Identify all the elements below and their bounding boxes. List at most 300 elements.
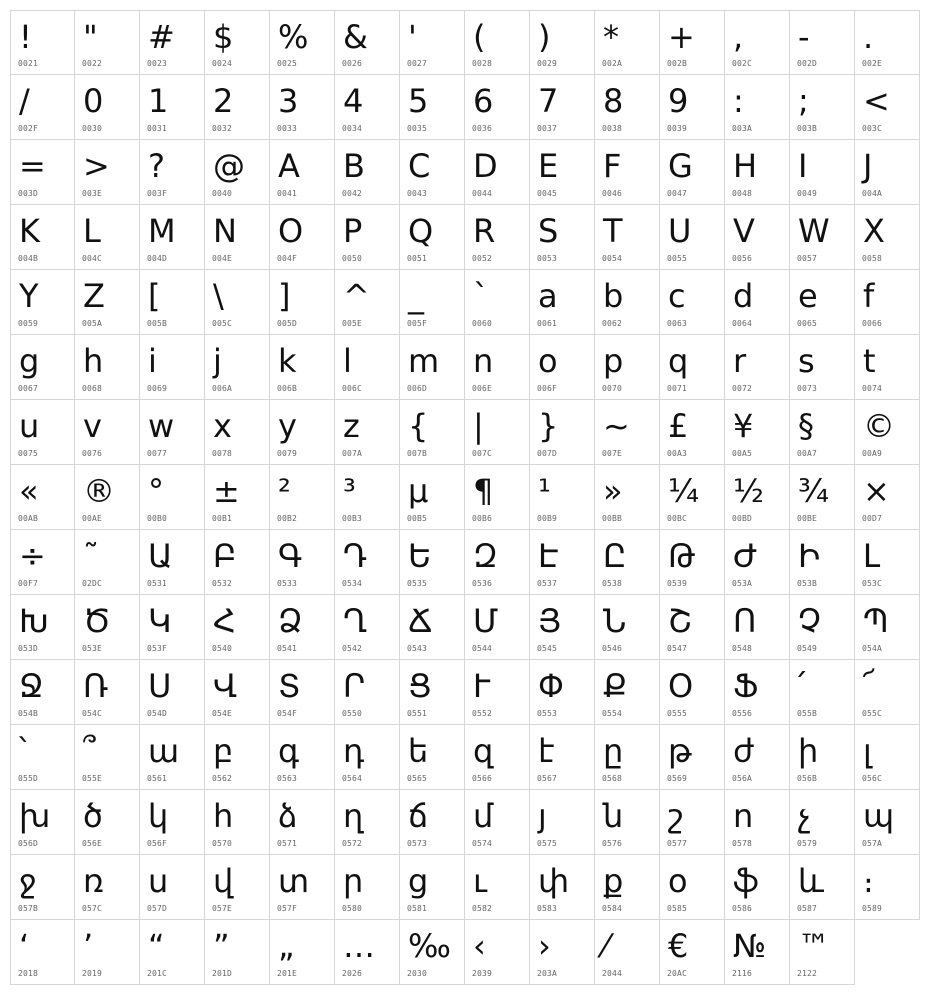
glyph-code-label: 0063 (667, 319, 688, 328)
glyph-code-label: 0023 (147, 59, 168, 68)
glyph-code-label: 055C (862, 709, 883, 718)
glyph-cell (335, 400, 400, 465)
glyph-cell (855, 400, 920, 465)
glyph-char: : (733, 82, 744, 120)
glyph-char: է (538, 732, 555, 770)
glyph-char: k (278, 342, 297, 380)
glyph-cell (400, 660, 465, 725)
glyph-cell (270, 530, 335, 595)
glyph-code-label: 0577 (667, 839, 688, 848)
glyph-code-label: 053C (862, 579, 883, 588)
glyph-cell (10, 530, 75, 595)
glyph-code-label: 00AB (18, 514, 39, 523)
glyph-cell (465, 270, 530, 335)
glyph-cell (75, 10, 140, 75)
glyph-char: P (343, 212, 363, 250)
glyph-code-label: 0045 (537, 189, 558, 198)
glyph-char: J (863, 147, 873, 185)
glyph-cell (660, 400, 725, 465)
glyph-code-label: 057A (862, 839, 883, 848)
glyph-char: Ք (603, 667, 628, 705)
glyph-char: ½ (733, 472, 765, 510)
glyph-char: D (473, 147, 498, 185)
glyph-cell (595, 270, 660, 335)
glyph-cell (725, 530, 790, 595)
glyph-cell (205, 465, 270, 530)
glyph-char: ² (278, 472, 291, 510)
glyph-code-label: 0585 (667, 904, 688, 913)
glyph-cell (725, 10, 790, 75)
glyph-char: ր (343, 862, 364, 900)
glyph-char: ‰ (408, 927, 451, 965)
glyph-code-label: 0545 (537, 644, 558, 653)
glyph-char: v (83, 407, 102, 445)
glyph-cell (75, 205, 140, 270)
glyph-char: [ (148, 277, 161, 315)
glyph-code-label: 004F (277, 254, 298, 263)
glyph-char: W (798, 212, 830, 250)
glyph-code-label: 0043 (407, 189, 428, 198)
glyph-code-label: 0039 (667, 124, 688, 133)
glyph-code-label: 053B (797, 579, 818, 588)
glyph-char: կ (148, 797, 169, 835)
glyph-code-label: 00B2 (277, 514, 298, 523)
glyph-code-label: 0066 (862, 319, 883, 328)
glyph-char: թ (668, 732, 692, 770)
glyph-char: h (83, 342, 104, 380)
glyph-char: w (148, 407, 175, 445)
glyph-code-label: 0571 (277, 839, 298, 848)
glyph-cell (530, 75, 595, 140)
glyph-char: 0 (83, 82, 104, 120)
glyph-cell (530, 270, 595, 335)
glyph-char: e (798, 277, 818, 315)
glyph-code-label: 054C (82, 709, 103, 718)
glyph-cell (400, 75, 465, 140)
glyph-code-label: 0580 (342, 904, 363, 913)
glyph-char: 2 (213, 82, 234, 120)
glyph-code-label: 00F7 (18, 579, 39, 588)
glyph-cell (530, 595, 595, 660)
glyph-char: ժ (733, 732, 755, 770)
glyph-char: Ձ (278, 602, 303, 640)
glyph-code-label: 0070 (602, 384, 623, 393)
glyph-char: ~ (603, 407, 630, 445)
glyph-code-label: 0570 (212, 839, 233, 848)
glyph-char: ռ (83, 862, 104, 900)
glyph-cell (855, 75, 920, 140)
glyph-cell (400, 855, 465, 920)
glyph-code-label: 003B (797, 124, 818, 133)
glyph-code-label: 00BB (602, 514, 623, 523)
glyph-code-label: 2019 (82, 969, 103, 978)
glyph-code-label: 2116 (732, 969, 753, 978)
glyph-cell (790, 140, 855, 205)
glyph-code-label: 0589 (862, 904, 883, 913)
glyph-code-label: 201D (212, 969, 233, 978)
glyph-code-label: 0038 (602, 124, 623, 133)
glyph-char: ՝ (19, 732, 27, 770)
glyph-char: Ւ (473, 667, 491, 705)
glyph-char: վ (213, 862, 234, 900)
glyph-cell (530, 400, 595, 465)
glyph-char: չ (798, 797, 811, 835)
glyph-char: լ (863, 732, 872, 770)
glyph-code-label: 203A (537, 969, 558, 978)
glyph-char: Թ (668, 537, 696, 575)
glyph-code-label: 0067 (18, 384, 39, 393)
glyph-code-label: 0544 (472, 644, 493, 653)
glyph-cell (595, 530, 660, 595)
glyph-cell (140, 855, 205, 920)
glyph-cell (595, 140, 660, 205)
glyph-char: ^ (343, 277, 370, 315)
glyph-code-label: 0565 (407, 774, 428, 783)
glyph-code-label: 0582 (472, 904, 493, 913)
glyph-cell (660, 530, 725, 595)
glyph-char: > (83, 147, 110, 185)
glyph-char: g (19, 342, 40, 380)
glyph-cell (10, 140, 75, 205)
glyph-char: _ (408, 277, 424, 315)
glyph-cell (270, 335, 335, 400)
glyph-code-label: 003E (82, 189, 103, 198)
glyph-cell (725, 920, 790, 985)
glyph-char: Ց (408, 667, 432, 705)
glyph-code-label: 056A (732, 774, 753, 783)
glyph-code-label: 0076 (82, 449, 103, 458)
glyph-code-label: 0554 (602, 709, 623, 718)
glyph-cell (790, 920, 855, 985)
glyph-char: f (863, 277, 875, 315)
glyph-char: ® (83, 472, 115, 510)
glyph-cell (10, 595, 75, 660)
glyph-char: c (668, 277, 686, 315)
glyph-cell (205, 205, 270, 270)
glyph-cell (10, 335, 75, 400)
glyph-char: \ (213, 277, 224, 315)
glyph-cell (790, 595, 855, 660)
glyph-code-label: 00A9 (862, 449, 883, 458)
glyph-cell (530, 465, 595, 530)
glyph-code-label: 056E (82, 839, 103, 848)
glyph-char: t (863, 342, 876, 380)
glyph-cell (140, 205, 205, 270)
glyph-char: y (278, 407, 297, 445)
glyph-char: ÷ (19, 537, 46, 575)
glyph-char: 7 (538, 82, 559, 120)
glyph-cell (10, 465, 75, 530)
glyph-code-label: 0542 (342, 644, 363, 653)
glyph-cell (140, 660, 205, 725)
glyph-cell (530, 10, 595, 75)
glyph-code-label: 055E (82, 774, 103, 783)
glyph-code-label: 0541 (277, 644, 298, 653)
glyph-code-label: 0061 (537, 319, 558, 328)
glyph-cell (660, 140, 725, 205)
glyph-code-label: 006E (472, 384, 493, 393)
glyph-cell (75, 855, 140, 920)
glyph-cell (400, 400, 465, 465)
glyph-char: 1 (148, 82, 169, 120)
glyph-cell (270, 205, 335, 270)
glyph-code-label: 201C (147, 969, 168, 978)
glyph-char: Ո (733, 602, 757, 640)
glyph-cell (660, 75, 725, 140)
glyph-code-label: 053E (82, 644, 103, 653)
glyph-char: 6 (473, 82, 494, 120)
glyph-cell (465, 790, 530, 855)
glyph-code-label: 053F (147, 644, 168, 653)
glyph-code-label: 0040 (212, 189, 233, 198)
glyph-char: = (19, 147, 46, 185)
glyph-char: € (668, 927, 689, 965)
glyph-cell (530, 530, 595, 595)
glyph-char: ձ (278, 797, 298, 835)
glyph-code-label: 00B3 (342, 514, 363, 523)
glyph-cell (10, 75, 75, 140)
glyph-code-label: 0531 (147, 579, 168, 588)
glyph-char: Ճ (408, 602, 433, 640)
glyph-cell (595, 660, 660, 725)
glyph-cell (855, 530, 920, 595)
glyph-code-label: 006B (277, 384, 298, 393)
glyph-char: Q (408, 212, 434, 250)
glyph-code-label: 004A (862, 189, 883, 198)
glyph-char: ք (603, 862, 624, 900)
glyph-code-label: 0538 (602, 579, 623, 588)
glyph-cell (270, 595, 335, 660)
glyph-char: s (798, 342, 815, 380)
glyph-code-label: 0069 (147, 384, 168, 393)
glyph-cell (855, 10, 920, 75)
glyph-cell (465, 595, 530, 660)
glyph-code-label: 0536 (472, 579, 493, 588)
glyph-cell (335, 75, 400, 140)
glyph-char: պ (863, 797, 895, 835)
glyph-code-label: 0052 (472, 254, 493, 263)
glyph-cell (660, 270, 725, 335)
glyph-cell (790, 725, 855, 790)
glyph-char: ՛ (798, 667, 806, 705)
glyph-code-label: 005E (342, 319, 363, 328)
glyph-cell (140, 75, 205, 140)
glyph-code-label: 0547 (667, 644, 688, 653)
glyph-cell (140, 790, 205, 855)
glyph-char: › (538, 927, 551, 965)
glyph-char: X (863, 212, 885, 250)
glyph-cell (140, 400, 205, 465)
glyph-cell (595, 400, 660, 465)
glyph-code-label: 0048 (732, 189, 753, 198)
glyph-char: { (408, 407, 429, 445)
glyph-code-label: 0584 (602, 904, 623, 913)
glyph-code-label: 007C (472, 449, 493, 458)
glyph-cell (790, 205, 855, 270)
glyph-cell (10, 400, 75, 465)
glyph-char: Մ (473, 602, 499, 640)
glyph-cell (205, 920, 270, 985)
glyph-code-label: 002A (602, 59, 623, 68)
glyph-char: խ (19, 797, 51, 835)
glyph-char: Ս (148, 667, 172, 705)
glyph-cell (725, 725, 790, 790)
glyph-cell (790, 855, 855, 920)
glyph-char: , (733, 18, 744, 56)
glyph-code-label: 0062 (602, 319, 623, 328)
glyph-cell (400, 920, 465, 985)
glyph-char: ; (798, 82, 809, 120)
glyph-cell (855, 855, 920, 920)
glyph-char: ) (538, 18, 551, 56)
glyph-code-label: 0037 (537, 124, 558, 133)
glyph-char: ո (733, 797, 754, 835)
glyph-code-label: 057B (18, 904, 39, 913)
glyph-cell (530, 855, 595, 920)
glyph-code-label: 002C (732, 59, 753, 68)
glyph-char: o (538, 342, 558, 380)
glyph-char: Տ (278, 667, 301, 705)
glyph-cell (335, 270, 400, 335)
glyph-char: ը (603, 732, 624, 770)
glyph-char: × (863, 472, 890, 510)
glyph-code-label: 2122 (797, 969, 818, 978)
glyph-char: Զ (473, 537, 498, 575)
glyph-char: < (863, 82, 890, 120)
glyph-char: x (213, 407, 232, 445)
glyph-code-label: 006F (537, 384, 558, 393)
glyph-cell (400, 790, 465, 855)
glyph-cell (140, 335, 205, 400)
glyph-cell (595, 205, 660, 270)
glyph-char: u (19, 407, 40, 445)
glyph-char: T (603, 212, 623, 250)
glyph-char: M (148, 212, 176, 250)
glyph-code-label: 006D (407, 384, 428, 393)
glyph-code-label: 20AC (667, 969, 688, 978)
glyph-char: “ (148, 927, 165, 965)
glyph-code-label: 0075 (18, 449, 39, 458)
glyph-cell (790, 530, 855, 595)
glyph-cell (270, 140, 335, 205)
glyph-cell (335, 335, 400, 400)
glyph-char: ” (213, 927, 230, 965)
glyph-char: « (19, 472, 39, 510)
glyph-char: n (473, 342, 494, 380)
glyph-cell (725, 75, 790, 140)
glyph-char: Գ (278, 537, 303, 575)
glyph-char: K (19, 212, 40, 250)
glyph-char: Վ (213, 667, 238, 705)
glyph-cell (465, 335, 530, 400)
glyph-code-label: 005D (277, 319, 298, 328)
glyph-code-label: 053A (732, 579, 753, 588)
glyph-cell (205, 75, 270, 140)
glyph-char: 3 (278, 82, 299, 120)
glyph-cell (530, 205, 595, 270)
glyph-cell (790, 660, 855, 725)
glyph-code-label: 0533 (277, 579, 298, 588)
glyph-code-label: 00B6 (472, 514, 493, 523)
glyph-char: ¥ (733, 407, 754, 445)
glyph-char: » (603, 472, 623, 510)
glyph-cell (465, 140, 530, 205)
glyph-code-label: 0553 (537, 709, 558, 718)
glyph-char: } (538, 407, 559, 445)
glyph-cell (595, 920, 660, 985)
glyph-code-label: 053D (18, 644, 39, 653)
glyph-char: A (278, 147, 300, 185)
glyph-char: Ժ (733, 537, 758, 575)
glyph-char: ։ (863, 862, 874, 900)
glyph-cell (790, 790, 855, 855)
glyph-code-label: 056B (797, 774, 818, 783)
glyph-char: z (343, 407, 360, 445)
glyph-cell (205, 790, 270, 855)
glyph-char: % (278, 18, 309, 56)
glyph-code-label: 007E (602, 449, 623, 458)
glyph-char: E (538, 147, 559, 185)
glyph-code-label: 0574 (472, 839, 493, 848)
glyph-cell (400, 270, 465, 335)
glyph-code-label: 0036 (472, 124, 493, 133)
glyph-cell (660, 10, 725, 75)
glyph-cell (400, 530, 465, 595)
glyph-cell (465, 75, 530, 140)
glyph-char: Ր (343, 667, 366, 705)
glyph-code-label: 2044 (602, 969, 623, 978)
glyph-char: Ն (603, 602, 627, 640)
glyph-cell (10, 790, 75, 855)
glyph-char: ¼ (668, 472, 700, 510)
glyph-cell (140, 530, 205, 595)
glyph-cell (725, 660, 790, 725)
glyph-cell (270, 10, 335, 75)
glyph-cell (595, 725, 660, 790)
glyph-cell (75, 530, 140, 595)
glyph-char: յ (538, 797, 547, 835)
glyph-char: օ (668, 862, 688, 900)
glyph-char: § (798, 407, 814, 445)
glyph-code-label: 0024 (212, 59, 233, 68)
glyph-cell (140, 140, 205, 205)
glyph-cell (335, 465, 400, 530)
glyph-code-label: 0021 (18, 59, 39, 68)
glyph-cell (140, 10, 205, 75)
glyph-code-label: 00B0 (147, 514, 168, 523)
glyph-code-label: 0049 (797, 189, 818, 198)
glyph-char: ֆ (733, 862, 759, 900)
glyph-code-label: 054F (277, 709, 298, 718)
glyph-code-label: 0534 (342, 579, 363, 588)
glyph-cell (855, 270, 920, 335)
glyph-cell (465, 920, 530, 985)
glyph-code-label: 0579 (797, 839, 818, 848)
glyph-cell (855, 205, 920, 270)
glyph-cell (10, 920, 75, 985)
glyph-code-label: 00B1 (212, 514, 233, 523)
glyph-code-label: 0027 (407, 59, 428, 68)
glyph-code-label: 0044 (472, 189, 493, 198)
glyph-char: R (473, 212, 496, 250)
glyph-char: S (538, 212, 559, 250)
glyph-char: q (668, 342, 689, 380)
glyph-cell (855, 660, 920, 725)
glyph-code-label: 201E (277, 969, 298, 978)
glyph-cell (335, 140, 400, 205)
glyph-cell (400, 140, 465, 205)
glyph-cell (140, 595, 205, 660)
